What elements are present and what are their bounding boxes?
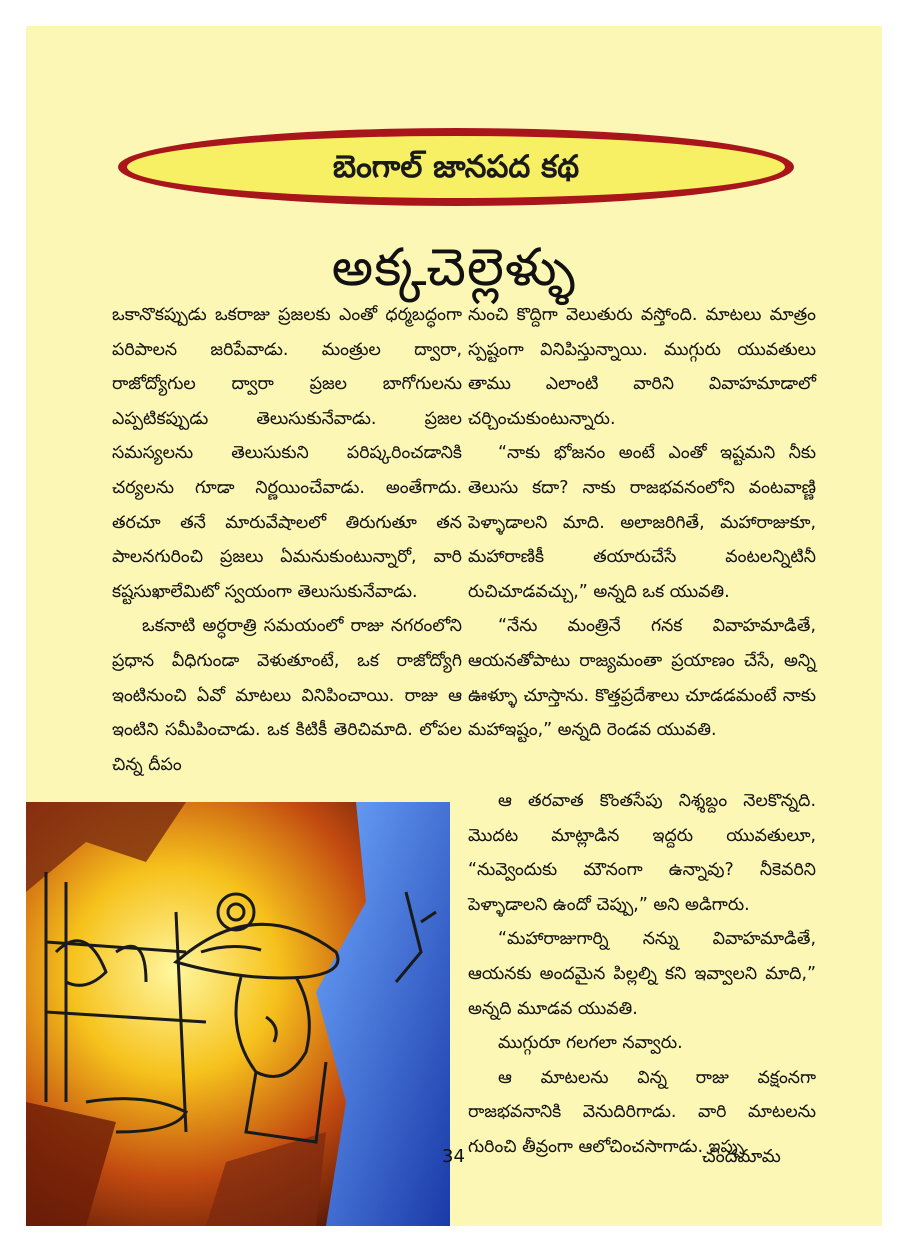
paragraph: ఆ మాటలను విన్న రాజు వక్షంనగా రాజభవనానికి వెనుదిరిగాడు. వారి మాటలను గురించి తీవ్రంగా ఆలోచించసాగాడు. ఇప్పు [468,1067,816,1157]
magazine-page [26,26,882,1226]
banner-text: బెంగాల్ జానపద కథ [332,149,580,185]
paragraph: ముగ్గురూ గలగలా నవ్వారు. [498,1033,683,1054]
paragraph: “నేను మంత్రినే గనక వివాహమాడితే, ఆయనతోపాటు రాజ్యమంతా ప్రయాణం చేసే, అన్ని ఊళ్ళూ చూస్తాను. కొత్తప్రదేశాలు చూడడమంటే నాకు మహాఇష్టం,” అన్నది రెండవ యువతి. [468,616,816,741]
story-title: అక్కచెల్లెళ్ళు [331,238,577,298]
page-number: 34 [442,1146,465,1167]
paragraph: “నాకు భోజనం అంటే ఎంతో ఇష్టమని నీకు తెలుసు కదా? నాకు రాజభవనంలోని వంటవాణ్ణి పెళ్ళాడాలని మాది. అలాజరిగితే, మహారాజుకూ, మహారాణికీ తయారుచేసే వంటలన్నిటినీ రుచిచూడవచ్చు,” అన్నది ఒక యువతి. [468,443,816,602]
right-text-column-top [468,298,816,748]
magazine-name: చందమామ [702,1146,781,1167]
illustration-king-at-window [26,802,450,1226]
category-banner [114,124,798,210]
paragraph: ఆ తరవాత కొంతసేపు నిశ్శబ్దం నెలకొన్నది. మొదట మాట్లాడిన ఇద్దరు యువతులూ, “నువ్వెందుకు మౌనంగా ఉన్నావు? నీకెవరిని పెళ్ళాడాలని ఉందో చెప్పు,” అని అడిగారు. [468,791,816,915]
paragraph: నుంచి కొద్దిగా వెలుతురు వస్తోంది. మాటలు మాత్రం స్పష్టంగా వినిపిస్తున్నాయి. ముగ్గురు యువతులు తాము ఎలాంటి వారిని వివాహమాడాలో చర్చించుకుంటున్నారు. [468,305,816,429]
left-text-column [112,298,462,782]
paragraph: ఒకానొకప్పుడు ఒకరాజు ప్రజలకు ఎంతో ధర్మబద్ధంగా పరిపాలన జరిపేవాడు. మంత్రుల ద్వారా, రాజోద్యోగుల ద్వారా ప్రజల బాగోగులను ఎప్పటికప్పుడు తెలుసుకునేవాడు. ప్రజల సమస్యలను తెలుసుకుని పరిష్కరించడానికి చర్యలను గూడా నిర్ణయించేవాడు. అంతేగాదు. తరచూ తనే మారువేషాలలో తిరుగుతూ తన పాలనగురించి ప్రజలు ఏమనుకుంటున్నారో, వారి కష్టసుఖాలేమిటో స్వయంగా తెలుసుకునేవాడు. [112,305,462,602]
paragraph: “మహారాజుగార్ని నన్ను వివాహమాడితే, ఆయనకు అందమైన పిల్లల్ని కని ఇవ్వాలని మాది,” అన్నది మూడవ యువతి. [468,929,816,1019]
paragraph: ఒకనాటి అర్ధరాత్రి సమయంలో రాజు నగరంలోని ప్రధాన వీధిగుండా వెళుతూంటే, ఒక రాజోద్యోగి ఇంటినుంచి ఏవో మాటలు వినిపించాయి. రాజు ఆ ఇంటిని సమీపించాడు. ఒక కిటికీ తెరిచిమాది. లోపల చిన్న దీపం [112,616,462,775]
right-text-column-bottom [468,784,816,1165]
